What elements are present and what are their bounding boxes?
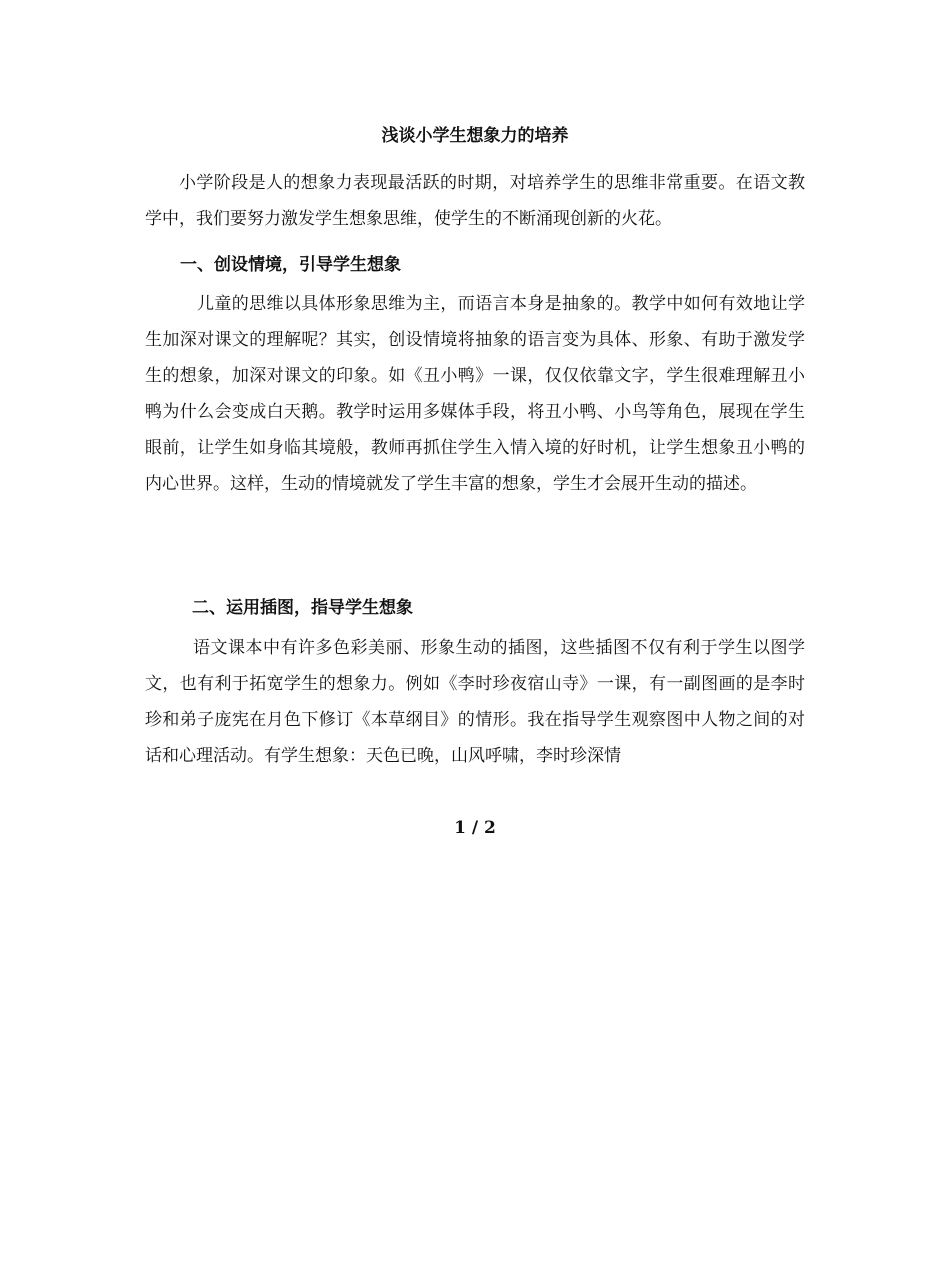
- section-2-heading: 二、运用插图，指导学生想象: [192, 598, 413, 618]
- section-1-paragraph: 儿童的思维以具体形象思维为主，而语言本身是抽象的。教学中如何有效地让学生加深对课文的理解呢？其实，创设情境将抽象的语言变为具体、形象、有助于激发学生的想象，加深对课文的印象。如《丑小鸭》一课，仅仅依靠文字，学生很难理解丑小鸭为什么会变成白天鹅。教学时运用多媒体手段，将丑小鸭、小鸟等角色，展现在学生眼前，让学生如身临其境般，教师再抓住学生入情入境的好时机，让学生想象丑小鸭的内心世界。这样，生动的情境就发了学生丰富的想象，学生才会展开生动的描述。: [145, 294, 805, 494]
- section-1-heading: 一、创设情境，引导学生想象: [180, 255, 401, 275]
- document-title: 浅谈小学生想象力的培养: [381, 126, 569, 146]
- intro-paragraph: 小学阶段是人的想象力表现最活跃的时期，对培养学生的思维非常重要。在语文教学中，我们要努力激发学生想象思维，使学生的不断涌现创新的火花。: [145, 173, 805, 229]
- section-2-paragraph: 语文课本中有许多色彩美丽、形象生动的插图，这些插图不仅有利于学生以图学文，也有利于拓宽学生的想象力。例如《李时珍夜宿山寺》一课，有一副图画的是李时珍和弟子庞宪在月色下修订《本草纲目》的情形。我在指导学生观察图中人物之间的对话和心理活动。有学生想象：天色已晚，山风呼啸，李时珍深情: [145, 638, 805, 766]
- page-number: 1 / 2: [454, 818, 496, 838]
